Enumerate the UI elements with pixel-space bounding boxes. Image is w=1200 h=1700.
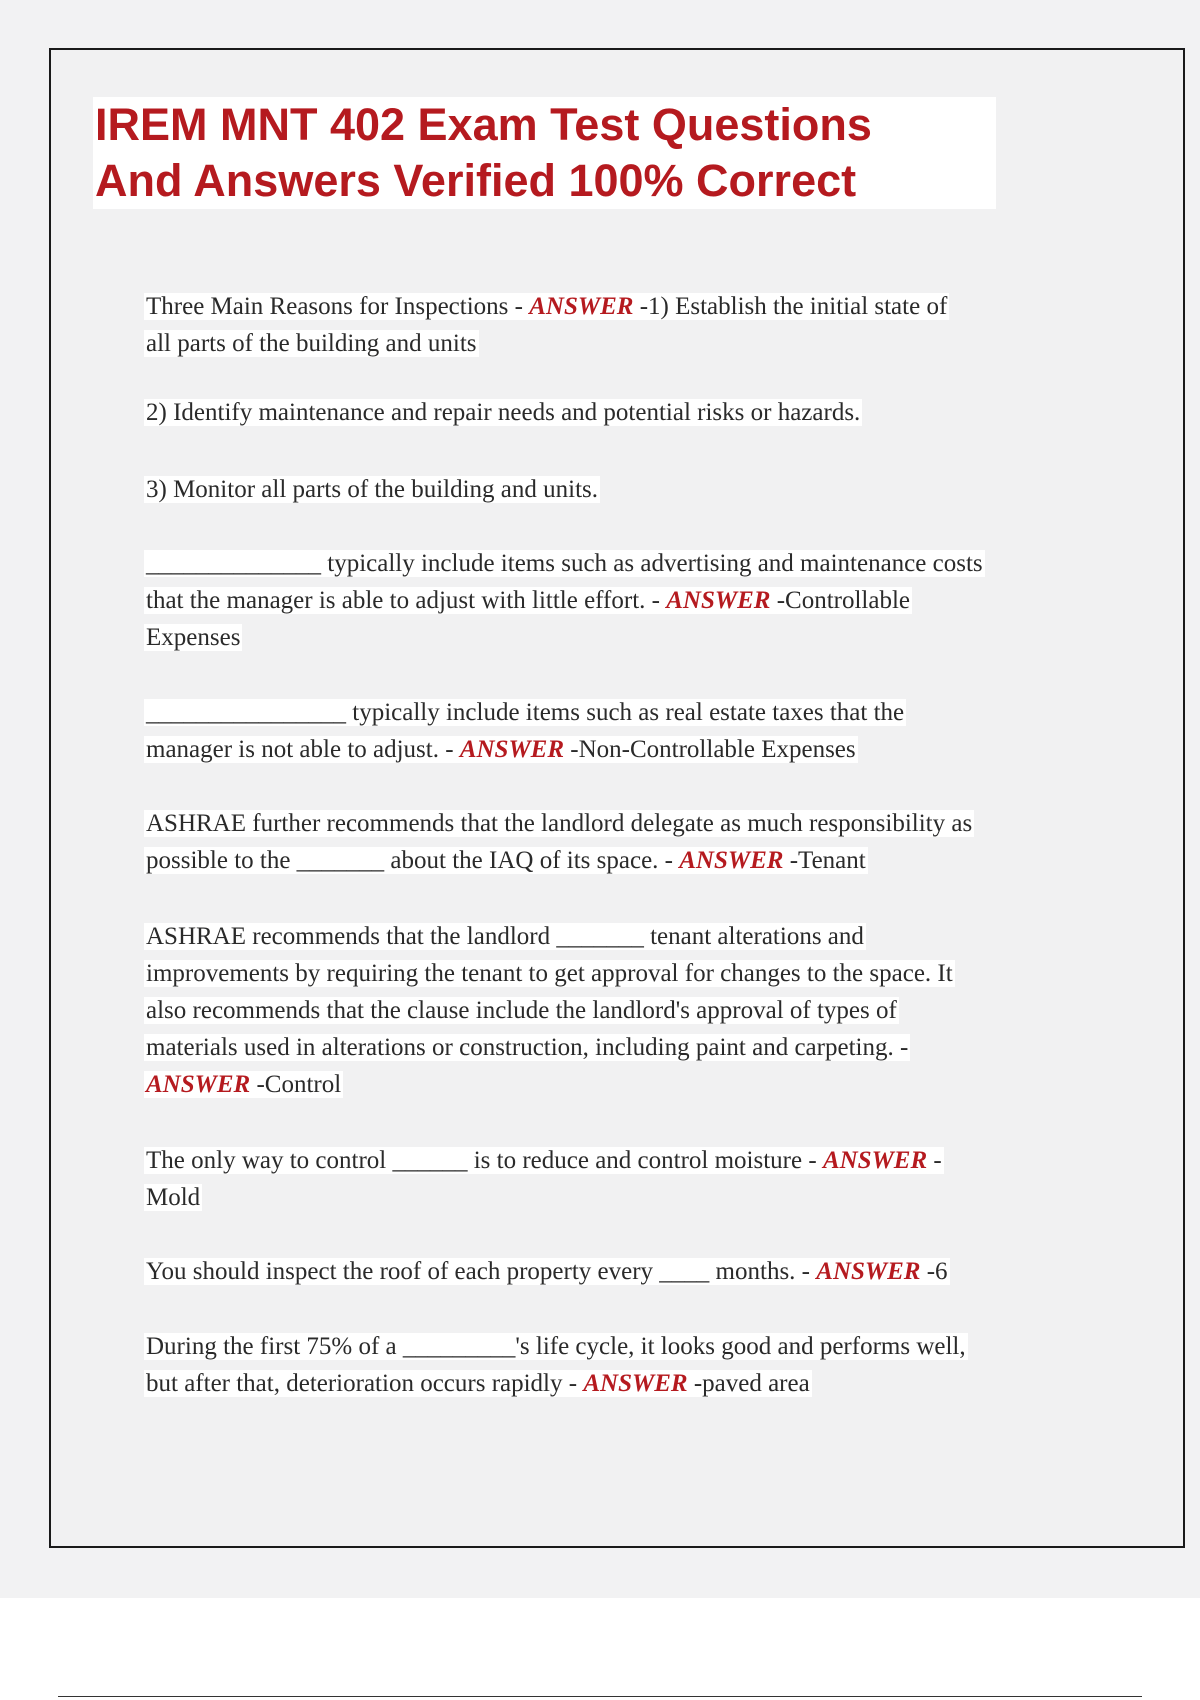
text-run: Three Main Reasons for Inspections -	[146, 293, 530, 320]
text-run: 2) Identify maintenance and repair needs and potential risks or hazards.	[146, 399, 861, 426]
answer-label: ANSWER	[459, 736, 565, 763]
qa-item-4	[144, 545, 1084, 656]
qa-item-7	[144, 918, 1084, 1103]
text-run: improvements by requiring the tenant to get approval for changes to the space. It	[146, 960, 953, 987]
line-text	[144, 923, 866, 950]
qa-item-10	[144, 1328, 1084, 1402]
text-run: -	[927, 1147, 942, 1174]
text-run: -Non-Controllable Expenses	[564, 736, 856, 763]
answer-label: ANSWER	[529, 293, 634, 320]
line-text	[144, 330, 479, 357]
answer-label: ANSWER	[666, 587, 771, 614]
text-line	[144, 992, 1084, 1029]
qa-item-1	[144, 288, 1084, 362]
text-run: Mold	[146, 1184, 201, 1211]
line-text	[144, 1370, 812, 1397]
line-text	[144, 624, 242, 651]
text-line	[144, 394, 1084, 431]
text-line	[144, 1328, 1084, 1365]
text-line	[144, 1142, 1084, 1179]
text-line	[144, 471, 1084, 508]
line-text	[144, 699, 906, 726]
line-text	[144, 1071, 343, 1098]
line-text	[144, 847, 868, 874]
line-text	[144, 960, 955, 987]
qa-item-8	[144, 1142, 1084, 1216]
text-line	[144, 619, 1084, 656]
line-text	[144, 1258, 950, 1285]
text-line	[144, 288, 1084, 325]
line-text	[144, 1034, 910, 1061]
text-line	[144, 325, 1084, 362]
text-line	[144, 1029, 1084, 1066]
document-page	[49, 48, 1185, 1548]
text-run: but after that, deterioration occurs rapidly -	[146, 1370, 584, 1397]
qa-item-2	[144, 394, 1084, 431]
text-run: -1) Establish the initial state of	[633, 293, 948, 320]
text-run: that the manager is able to adjust with little effort. -	[146, 587, 667, 614]
document-title	[93, 97, 996, 209]
line-text	[144, 550, 985, 577]
text-run: ________________ typically include items such as real estate taxes that the	[146, 699, 905, 726]
text-line	[144, 955, 1084, 992]
text-line	[144, 1179, 1084, 1216]
text-run: ASHRAE further recommends that the landlord delegate as much responsibility as	[146, 810, 973, 837]
answer-label: ANSWER	[583, 1370, 688, 1397]
text-run: Expenses	[146, 624, 241, 651]
text-run: all parts of the building and units	[146, 330, 477, 357]
text-run: -paved area	[687, 1370, 810, 1397]
line-text	[144, 399, 862, 426]
text-run: ASHRAE recommends that the landlord _______ tenant alterations and	[146, 923, 864, 950]
text-run: also recommends that the clause include the landlord's approval of types of	[146, 997, 897, 1024]
title-line-1: IREM MNT 402 Exam Test Questions	[95, 99, 872, 150]
qa-item-3	[144, 471, 1084, 508]
text-run: manager is not able to adjust. -	[146, 736, 460, 763]
footer-divider	[58, 1696, 1142, 1697]
text-run: materials used in alterations or construction, including paint and carpeting. -	[146, 1034, 909, 1061]
line-text	[144, 293, 949, 320]
answer-label: ANSWER	[822, 1147, 928, 1174]
line-text	[144, 997, 899, 1024]
answer-label: ANSWER	[146, 1071, 251, 1098]
text-run: -Tenant	[783, 847, 866, 874]
text-line	[144, 1365, 1084, 1402]
text-line	[144, 805, 1084, 842]
answer-label: ANSWER	[816, 1258, 921, 1285]
line-text	[144, 736, 858, 763]
text-line	[144, 1066, 1084, 1103]
text-line	[144, 842, 1084, 879]
text-run: 3) Monitor all parts of the building and units.	[146, 476, 599, 503]
text-line	[144, 918, 1084, 955]
answer-label: ANSWER	[679, 847, 784, 874]
text-line	[144, 545, 1084, 582]
text-line	[144, 694, 1084, 731]
text-run: possible to the _______ about the IAQ of its space. -	[146, 847, 680, 874]
text-run: The only way to control ______ is to reduce and control moisture -	[146, 1147, 823, 1174]
text-run: ______________ typically include items such as advertising and maintenance costs	[146, 550, 983, 577]
title-line-2: And Answers Verified 100% Correct	[95, 155, 857, 206]
line-text	[144, 476, 600, 503]
qa-item-6	[144, 805, 1084, 879]
text-line	[144, 1253, 1084, 1290]
qa-item-9	[144, 1253, 1084, 1290]
line-text	[144, 1147, 944, 1174]
line-text	[144, 1333, 968, 1360]
text-line	[144, 582, 1084, 619]
text-run: -Controllable	[770, 587, 911, 614]
text-run: During the first 75% of a _________'s life cycle, it looks good and performs well,	[146, 1333, 966, 1360]
line-text	[144, 1184, 202, 1211]
text-run: You should inspect the roof of each property every ____ months. -	[146, 1258, 817, 1285]
line-text	[144, 587, 912, 614]
text-line	[144, 731, 1084, 768]
text-run: -6	[920, 1258, 948, 1285]
text-run: -Control	[250, 1071, 342, 1098]
line-text	[144, 810, 974, 837]
qa-item-5	[144, 694, 1084, 768]
